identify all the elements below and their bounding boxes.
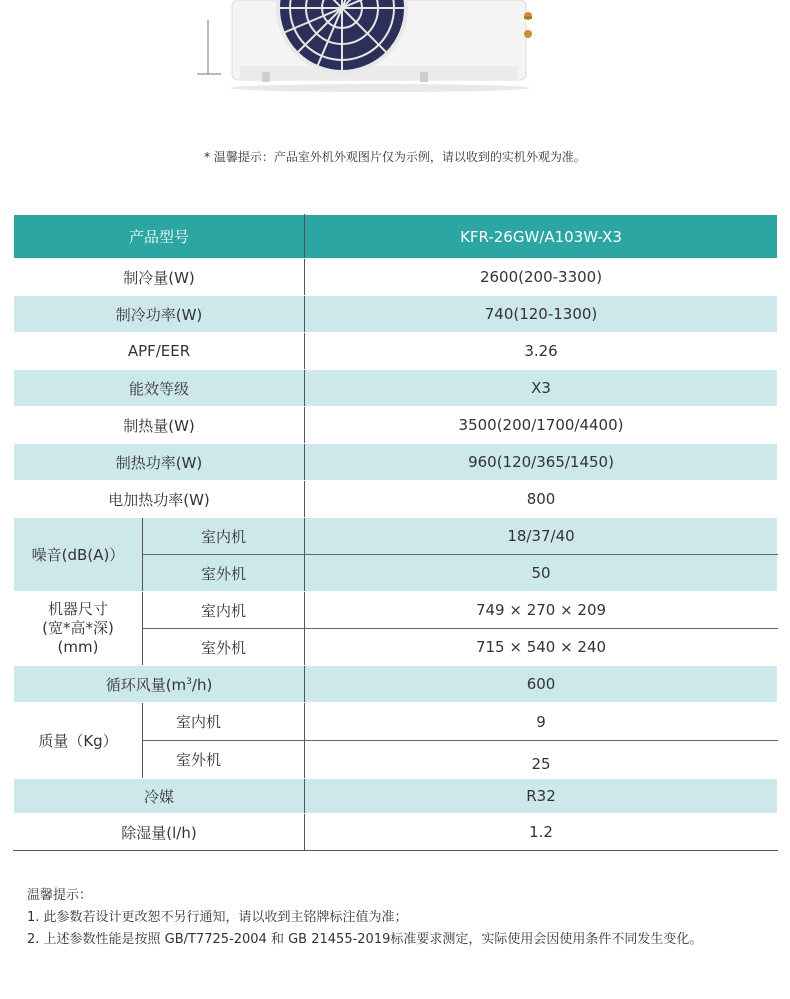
weight-outdoor-label: 室外机 xyxy=(143,741,305,779)
spec-value: 3.26 xyxy=(305,333,778,370)
spec-label: 电加热功率(W) xyxy=(14,481,305,518)
airflow-label-main: 循环风量(m xyxy=(105,675,187,694)
weight-outdoor-value: 25 xyxy=(305,741,778,779)
size-indoor-value: 749 × 270 × 209 xyxy=(305,592,778,629)
size-outdoor-label: 室外机 xyxy=(143,629,305,666)
dehumid-label: 除湿量(l/h) xyxy=(14,814,305,851)
size-label-line2: (宽*高*深) xyxy=(42,619,114,637)
spec-value: 800 xyxy=(305,481,778,518)
spec-label: 制热量(W) xyxy=(14,407,305,444)
spec-value: 2600(200-3300) xyxy=(305,259,778,296)
table-row xyxy=(14,444,778,481)
table-row xyxy=(14,592,778,629)
table-row xyxy=(14,333,778,370)
size-label-line1: 机器尺寸 xyxy=(47,600,108,618)
noise-outdoor-label: 室外机 xyxy=(143,555,305,592)
spec-label: 制冷量(W) xyxy=(14,259,305,296)
noise-label: 噪音(dB(A)） xyxy=(14,518,143,592)
table-row xyxy=(14,779,778,814)
spec-label: 制热功率(W) xyxy=(14,444,305,481)
table-row xyxy=(14,407,778,444)
spec-label: APF/EER xyxy=(14,333,305,370)
airflow-label-end: /h) xyxy=(191,675,213,694)
table-row xyxy=(14,259,778,296)
disclaimer-text: * 温馨提示：产品室外机外观图片仅为示例，请以收到的实机外观为准。 xyxy=(204,150,586,164)
weight-label: 质量（Kg） xyxy=(14,703,143,779)
notes-line1: 1. 此参数若设计更改恕不另行通知，请以收到主铭牌标注值为准； xyxy=(27,910,408,925)
size-label-line3: (mm) xyxy=(57,638,99,656)
spec-value: 960(120/365/1450) xyxy=(305,444,778,481)
airflow-label-sup: 3 xyxy=(186,676,192,687)
spec-label: 能效等级 xyxy=(14,370,305,407)
table-row xyxy=(14,296,778,333)
table-row xyxy=(14,666,778,703)
weight-indoor-value: 9 xyxy=(305,703,778,741)
size-outdoor-value: 715 × 540 × 240 xyxy=(305,629,778,666)
noise-indoor-value: 18/37/40 xyxy=(305,518,778,555)
table-row xyxy=(14,370,778,407)
outdoor-unit-image xyxy=(0,0,790,110)
table-row xyxy=(14,481,778,518)
notes-title: 温馨提示： xyxy=(27,888,93,903)
refrigerant-label: 冷媒 xyxy=(14,779,305,814)
airflow-label xyxy=(14,666,305,703)
table-row xyxy=(14,518,778,555)
spec-table xyxy=(13,214,778,851)
model-label: 产品型号 xyxy=(14,215,305,259)
noise-outdoor-value: 50 xyxy=(305,555,778,592)
table-row xyxy=(14,814,778,851)
spec-value: 740(120-1300) xyxy=(305,296,778,333)
table-row xyxy=(14,703,778,741)
weight-indoor-label: 室内机 xyxy=(143,703,305,741)
size-indoor-label: 室内机 xyxy=(143,592,305,629)
notes-block xyxy=(27,885,702,951)
noise-indoor-label: 室内机 xyxy=(143,518,305,555)
spec-label: 制冷功率(W) xyxy=(14,296,305,333)
notes-line2: 2. 上述参数性能是按照 GB/T7725-2004 和 GB 21455-2019标准要求测定，实际使用会因使用条件不同发生变化。 xyxy=(27,932,703,947)
outdoor-unit-illustration xyxy=(0,0,790,110)
table-header-row xyxy=(14,215,778,259)
spec-value: 3500(200/1700/4400) xyxy=(305,407,778,444)
size-label xyxy=(14,592,143,666)
model-value: KFR-26GW/A103W-X3 xyxy=(305,215,778,259)
spec-value: X3 xyxy=(305,370,778,407)
refrigerant-value: R32 xyxy=(305,779,778,814)
dehumid-value: 1.2 xyxy=(305,814,778,851)
airflow-value: 600 xyxy=(305,666,778,703)
